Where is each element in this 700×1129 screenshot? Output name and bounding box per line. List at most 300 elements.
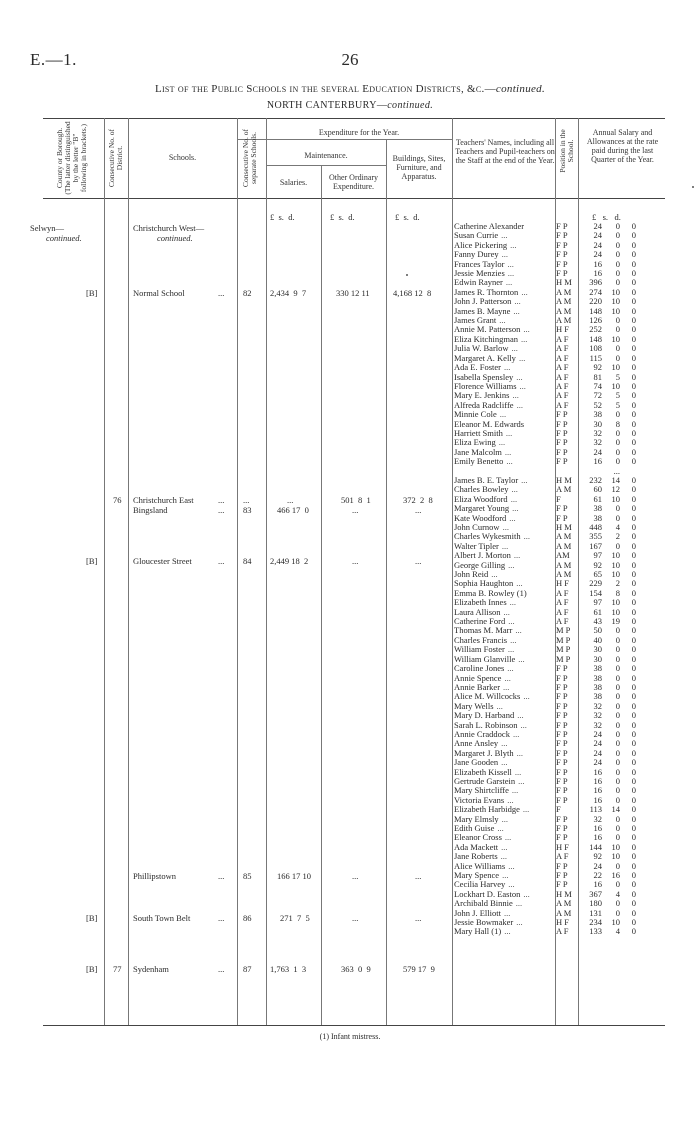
teacher-position: A M <box>556 898 572 909</box>
teacher-position: F P <box>556 258 568 269</box>
teacher-name-text: Gertrude Garstein <box>454 776 516 786</box>
salary-shillings: 10 <box>611 597 620 608</box>
salary-shillings: 10 <box>611 362 620 373</box>
salary-pounds: 148 <box>589 333 602 344</box>
teacher-name-text: James R. Thornton <box>454 287 519 297</box>
salary-pounds: 92 <box>593 559 602 570</box>
salary-shillings: 0 <box>615 315 620 326</box>
salaries-amount: 2,449 18 2 <box>270 556 309 566</box>
salary-shillings: 0 <box>615 832 620 843</box>
unit-shillings: s. <box>338 212 344 222</box>
leader-dots: ... <box>510 240 517 250</box>
salary-pence: 0 <box>631 926 636 937</box>
leader-dots: ... <box>512 504 519 514</box>
teacher-position: A M <box>556 540 572 551</box>
teacher-name-text: Catherine Ford <box>454 617 506 627</box>
buildings-amount: ... <box>415 556 422 566</box>
salary-pounds: 24 <box>593 757 602 768</box>
teacher-position: A F <box>556 616 569 627</box>
salary-pounds: 24 <box>593 446 602 457</box>
buildings-amount: 4,168 12 8 <box>393 288 432 298</box>
leader-dots: ... <box>516 918 523 928</box>
salary-pounds: 74 <box>593 380 602 391</box>
teacher-name-text: Minnie Cole <box>454 410 497 420</box>
teacher-name <box>454 457 551 466</box>
teacher-name-text: John Reid <box>454 570 489 580</box>
leader-dots: ... <box>504 908 511 918</box>
teacher-name <box>454 325 551 334</box>
teacher-position: F P <box>556 747 568 758</box>
salary-shillings: 0 <box>615 343 620 354</box>
salary-shillings: 14 <box>611 804 620 815</box>
salary-pence: 0 <box>631 700 636 711</box>
teacher-position: F P <box>556 249 568 260</box>
teacher-name-text: Jessie Menzies <box>454 269 505 279</box>
salaries-amount: 166 17 10 <box>277 871 311 881</box>
school-leader: ... <box>218 556 225 566</box>
salary-shillings: 10 <box>611 559 620 570</box>
salary-shillings: 10 <box>611 841 620 852</box>
leader-dots: ... <box>501 739 508 749</box>
teacher-position: A M <box>556 296 572 307</box>
salary-pence: 0 <box>631 681 636 692</box>
page-number: 26 <box>341 50 359 69</box>
col-divider-2 <box>128 118 129 1025</box>
teacher-name <box>454 833 551 842</box>
salary-pounds: 131 <box>589 907 602 918</box>
teacher-position: A F <box>556 362 569 373</box>
salary-pounds: 97 <box>593 597 602 608</box>
teacher-name-text: Edwin Rayner <box>454 278 503 288</box>
stray-mark <box>692 186 694 188</box>
teacher-name-text: Isabella Spensley <box>454 372 514 382</box>
teacher-name-text: Cecilia Harvey <box>454 880 506 890</box>
subtitle-continued: continued. <box>387 100 434 111</box>
leader-dots: ... <box>503 607 510 617</box>
teacher-name-text: Jane Malcolm <box>454 447 502 457</box>
salary-pence: 0 <box>631 851 636 862</box>
teacher-name-text: Lockhart D. Easton <box>454 889 521 899</box>
salaries-units <box>270 212 295 222</box>
salary-pence: 0 <box>631 343 636 354</box>
salary-pence: 0 <box>631 653 636 664</box>
teacher-name-text: Edith Guise <box>454 824 495 833</box>
salary-pence: 0 <box>631 531 636 542</box>
salary-pence: 0 <box>631 418 636 429</box>
leader-dots: ... <box>514 767 522 777</box>
salary-pence: 0 <box>631 503 636 514</box>
salaries-amount: ... <box>287 495 294 505</box>
salary-pence: 0 <box>631 456 636 467</box>
salary-pence: 0 <box>631 766 636 777</box>
teacher-name <box>454 645 551 654</box>
other-amount: ... <box>352 505 359 515</box>
salary-pounds: 154 <box>589 587 602 598</box>
unit-pence: d. <box>348 212 355 222</box>
teacher-name-text: Sophia Haughton <box>454 579 514 589</box>
teacher-name <box>454 476 551 485</box>
leader-dots: ... <box>504 833 512 843</box>
unit-pence: d. <box>413 212 420 222</box>
salary-pounds: 81 <box>593 371 602 382</box>
salary-pence: 0 <box>631 898 636 909</box>
teacher-position: A F <box>556 926 569 937</box>
salary-shillings: 0 <box>615 258 620 269</box>
salary-pence: 0 <box>631 606 636 617</box>
teacher-name-text: Jane Gooden <box>454 758 499 768</box>
teacher-name <box>454 335 551 344</box>
salary-pounds: 16 <box>593 258 602 269</box>
unit-pounds: £ <box>330 212 335 222</box>
salary-pounds: 24 <box>593 738 602 749</box>
leader-dots: ... <box>503 682 510 692</box>
salary-shillings: 0 <box>615 437 620 448</box>
teacher-name <box>454 777 551 786</box>
salary-shillings: 10 <box>611 380 620 391</box>
teacher-name-text: Annie M. Patterson <box>454 325 521 335</box>
salary-pence: 0 <box>631 569 636 580</box>
salary-shillings: 0 <box>615 719 620 730</box>
teacher-name <box>454 410 551 419</box>
teacher-name-text: James B. E. Taylor <box>454 475 519 485</box>
salary-shillings: 0 <box>615 427 620 438</box>
page-reference: E.—1. <box>30 50 77 69</box>
district-number: 77 <box>113 964 122 974</box>
teacher-name <box>454 786 551 795</box>
salary-pounds: 24 <box>593 728 602 739</box>
salary-shillings: 8 <box>615 587 620 598</box>
teacher-name-text: Alice Pickering <box>454 240 508 250</box>
teacher-position: F P <box>556 879 568 890</box>
teacher-name <box>454 523 551 532</box>
unit-pounds: £ <box>395 212 400 222</box>
salary-pence: 0 <box>631 522 636 532</box>
salary-pence: 0 <box>631 719 636 730</box>
salary-pence: 0 <box>631 917 636 928</box>
teacher-name <box>454 880 551 889</box>
header-schools: Schools. <box>168 153 197 162</box>
teacher-name <box>454 890 551 899</box>
salary-pounds: 61 <box>593 493 602 504</box>
teacher-position: F P <box>556 446 568 457</box>
salary-pounds: 65 <box>593 569 602 580</box>
teacher-name <box>454 598 551 607</box>
teacher-name <box>454 655 551 664</box>
leader-dots: ... <box>512 729 520 739</box>
teacher-name-text: James B. Mayne <box>454 306 511 316</box>
teacher-name <box>454 683 551 692</box>
teacher-position: A M <box>556 315 572 326</box>
salary-pence: 0 <box>631 644 636 655</box>
salary-shillings: 0 <box>615 663 620 674</box>
salary-shillings: 10 <box>611 493 620 504</box>
teacher-position: H M <box>556 522 572 532</box>
salary-shillings: ... <box>613 465 620 476</box>
leader-dots: ... <box>491 570 498 580</box>
salary-pounds: 144 <box>589 841 602 852</box>
header-teachers: Teachers' Names, including all Teachers and Pupil-teachers on the Staff at the end of the Year. <box>455 138 555 165</box>
salary-pence: 0 <box>631 512 636 523</box>
salary-pounds: 24 <box>593 747 602 758</box>
salary-pence: 0 <box>631 437 636 448</box>
salary-shillings: 0 <box>615 775 620 786</box>
page-title <box>0 83 700 95</box>
teacher-position: A F <box>556 606 569 617</box>
salary-shillings: 0 <box>615 409 620 420</box>
salary-shillings: 0 <box>615 794 620 805</box>
teacher-name <box>454 373 551 382</box>
salary-pence: 0 <box>631 888 636 899</box>
salary-pounds: 30 <box>593 644 602 655</box>
salary-pence: 0 <box>631 277 636 288</box>
salary-shillings: 0 <box>615 230 620 241</box>
salary-pounds: 52 <box>593 399 602 410</box>
salary-shillings: 0 <box>615 446 620 457</box>
salary-shillings: 16 <box>611 870 620 881</box>
school-number: 83 <box>243 505 252 515</box>
salary-shillings: 4 <box>615 522 620 532</box>
teacher-name <box>454 843 551 852</box>
salary-pounds: 232 <box>589 474 602 485</box>
header-annual-salary: Annual Salary and Allowances at the rate paid during the last Quarter of the Year. <box>586 128 659 164</box>
salary-pounds: 24 <box>593 221 602 231</box>
teacher-name-text: Margaret J. Blyth <box>454 748 514 758</box>
teacher-name <box>454 363 551 372</box>
salary-shillings: 0 <box>615 710 620 721</box>
teacher-position: F P <box>556 719 568 730</box>
salary-shillings: 2 <box>615 531 620 542</box>
teacher-list <box>454 222 674 937</box>
school-leader: ... <box>218 505 225 515</box>
school-leader: ... <box>218 964 225 974</box>
leader-dots: ... <box>499 316 506 326</box>
salary-pence: 0 <box>631 804 636 815</box>
salary-pence: 0 <box>631 540 636 551</box>
teacher-position: H F <box>556 841 569 852</box>
leader-dots: ... <box>521 475 528 485</box>
teacher-name-text: Ada Mackett <box>454 842 499 852</box>
header-maintenance: Maintenance. <box>304 151 348 160</box>
teacher-name-text: Mary D. Harband <box>454 711 515 721</box>
leader-dots: ... <box>508 560 515 570</box>
teacher-name-text: Mary Spence <box>454 871 500 881</box>
teacher-name <box>454 674 551 683</box>
salaries-amount: 1,763 1 3 <box>270 964 307 974</box>
teacher-name-text: Emma B. Rowley (1) <box>454 588 527 598</box>
salary-shillings: 0 <box>615 691 620 702</box>
teacher-name-text: Mary Shirtcliffe <box>454 786 509 796</box>
teacher-position: A M <box>556 286 572 297</box>
salary-pence: 0 <box>631 870 636 881</box>
salary-pence: 0 <box>631 550 636 561</box>
teacher-name-text: Harriett Smith <box>454 428 503 438</box>
leader-dots: ... <box>518 353 526 363</box>
teacher-name <box>454 269 551 278</box>
school-name: Phillipstown <box>133 871 176 881</box>
leader-dots: ... <box>507 645 515 655</box>
salary-pounds: 16 <box>593 456 602 467</box>
salary-pence: 0 <box>631 390 636 401</box>
teacher-name <box>454 532 551 541</box>
teacher-position: F P <box>556 794 568 805</box>
salary-pounds: 396 <box>589 277 602 288</box>
salary-pounds: 38 <box>593 681 602 692</box>
salary-shillings: 0 <box>615 644 620 655</box>
teacher-name <box>454 391 551 400</box>
teacher-name-text: Eliza Kitchingman <box>454 334 518 344</box>
teacher-name <box>454 749 551 758</box>
teacher-name <box>454 495 551 504</box>
district-subtitle <box>0 100 700 111</box>
salary-pounds: 40 <box>593 634 602 645</box>
salary-pence: 0 <box>631 832 636 843</box>
salary-shillings: 0 <box>615 221 620 231</box>
school-leader: ... <box>218 495 225 505</box>
salary-pounds: 43 <box>593 616 602 627</box>
salary-shillings: 0 <box>615 681 620 692</box>
county-continued: continued. <box>46 233 82 243</box>
teacher-name <box>454 260 551 269</box>
leader-dots: ... <box>523 532 530 542</box>
teacher-name <box>454 626 551 635</box>
salary-pounds: 32 <box>593 710 602 721</box>
salary-pence: 0 <box>631 757 636 768</box>
salary-shillings: 0 <box>615 249 620 260</box>
unit-shillings: s. <box>278 212 284 222</box>
teacher-name <box>454 307 551 316</box>
teacher-name <box>454 504 551 513</box>
table-top-rule <box>43 118 665 119</box>
salary-pence: 0 <box>631 399 636 410</box>
header-consecutive-school: Consecutive No. of separate Schools. <box>241 128 258 188</box>
teacher-name-text: Jessie Bowmaker <box>454 918 514 928</box>
teacher-position: A F <box>556 597 569 608</box>
unit-pounds: £ <box>270 212 275 222</box>
salaries-amount: 466 17 0 <box>277 505 309 515</box>
borough-mark: [B] <box>86 913 98 923</box>
salary-shillings: 10 <box>611 550 620 561</box>
leader-dots: ... <box>506 457 513 467</box>
school-leader: ... <box>218 288 225 298</box>
salary-pounds: 148 <box>589 305 602 316</box>
teacher-name-text: Frances Taylor <box>454 259 505 269</box>
teacher-name <box>454 852 551 861</box>
salary-pounds: 126 <box>589 315 602 326</box>
district-number: 76 <box>113 495 122 505</box>
borough-mark: [B] <box>86 288 98 298</box>
school-leader: ... <box>218 913 225 923</box>
leader-dots: ... <box>523 325 530 335</box>
teacher-name-text: Sarah L. Robinson <box>454 720 518 730</box>
leader-dots: ... <box>504 927 511 937</box>
teacher-name <box>454 354 551 363</box>
salary-pence: 0 <box>631 249 636 260</box>
salary-shillings: 5 <box>615 371 620 382</box>
teacher-position: F P <box>556 268 568 279</box>
teacher-position: H M <box>556 474 572 485</box>
teacher-name <box>454 316 551 325</box>
school-leader: ... <box>218 871 225 881</box>
salary-pence: 0 <box>631 352 636 363</box>
teacher-position: F P <box>556 409 568 420</box>
salary-pence: 0 <box>631 559 636 570</box>
school-number: 85 <box>243 871 252 881</box>
teacher-position: F P <box>556 823 568 833</box>
teacher-position: A M <box>556 484 572 495</box>
salary-pence: 0 <box>631 625 636 636</box>
leader-dots: ... <box>520 720 527 730</box>
teacher-name <box>454 579 551 588</box>
salaries-amount: 2,434 9 7 <box>270 288 307 298</box>
teacher-position: F P <box>556 728 568 739</box>
teacher-position: A M <box>556 907 572 918</box>
salary-pounds: 32 <box>593 427 602 438</box>
teacher-name-text: Eliza Woodford <box>454 494 508 504</box>
salary-shillings: 5 <box>615 390 620 401</box>
teacher-name <box>454 608 551 617</box>
leader-dots: ... <box>501 758 508 768</box>
teacher-name-text: Anne Ansley <box>454 739 499 749</box>
salary-shillings: 0 <box>615 700 620 711</box>
teacher-name <box>454 918 551 927</box>
teacher-name-text: Elizabeth Kissell <box>454 767 512 777</box>
leader-dots: ... <box>498 438 506 448</box>
teacher-name-text: Charles Francis <box>454 635 508 645</box>
leader-dots: ... <box>504 447 512 457</box>
col-divider-1 <box>104 118 105 1025</box>
salary-pounds: 22 <box>593 870 602 881</box>
leader-dots: ... <box>497 824 504 833</box>
salary-pence: 0 <box>631 663 636 674</box>
teacher-name <box>454 514 551 523</box>
salary-pence: 0 <box>631 879 636 890</box>
leader-dots: ... <box>516 372 523 382</box>
salary-shillings: 10 <box>611 296 620 307</box>
school-name: Sydenham <box>133 964 169 974</box>
teacher-name-text: Laura Allison <box>454 607 501 617</box>
teacher-name-text: Kate Woodford <box>454 513 507 523</box>
teacher-position: F P <box>556 710 568 721</box>
teacher-name-text: Mary Hall (1) <box>454 927 502 937</box>
table-bottom-rule <box>43 1025 665 1026</box>
salary-pence: 0 <box>631 747 636 758</box>
leader-dots: ... <box>501 814 508 824</box>
salary-pence: 0 <box>631 268 636 279</box>
salary-pounds: 24 <box>593 230 602 241</box>
teacher-name-text: Alice M. Willcocks <box>454 692 521 702</box>
salary-pence: 0 <box>631 380 636 391</box>
buildings-amount: ... <box>415 913 422 923</box>
salary-pounds: 234 <box>589 917 602 928</box>
teacher-name <box>454 805 551 814</box>
teacher-name-text: Fanny Durey <box>454 250 499 260</box>
salary-pounds: 220 <box>589 296 602 307</box>
salary-shillings: 0 <box>615 907 620 918</box>
salary-shillings: 0 <box>615 766 620 777</box>
teacher-name-text: William Glanville <box>454 654 516 664</box>
teacher-position: M P <box>556 644 571 655</box>
leader-dots: ... <box>507 269 515 279</box>
salary-shillings: 10 <box>611 917 620 928</box>
col-divider-3 <box>237 118 238 1025</box>
teacher-row <box>454 927 674 936</box>
teacher-position: F P <box>556 738 568 749</box>
teacher-name <box>454 617 551 626</box>
teacher-position: F P <box>556 785 568 796</box>
teacher-position: F P <box>556 870 568 881</box>
subtitle-main: NORTH CANTERBURY— <box>266 100 388 111</box>
teacher-name <box>454 664 551 673</box>
